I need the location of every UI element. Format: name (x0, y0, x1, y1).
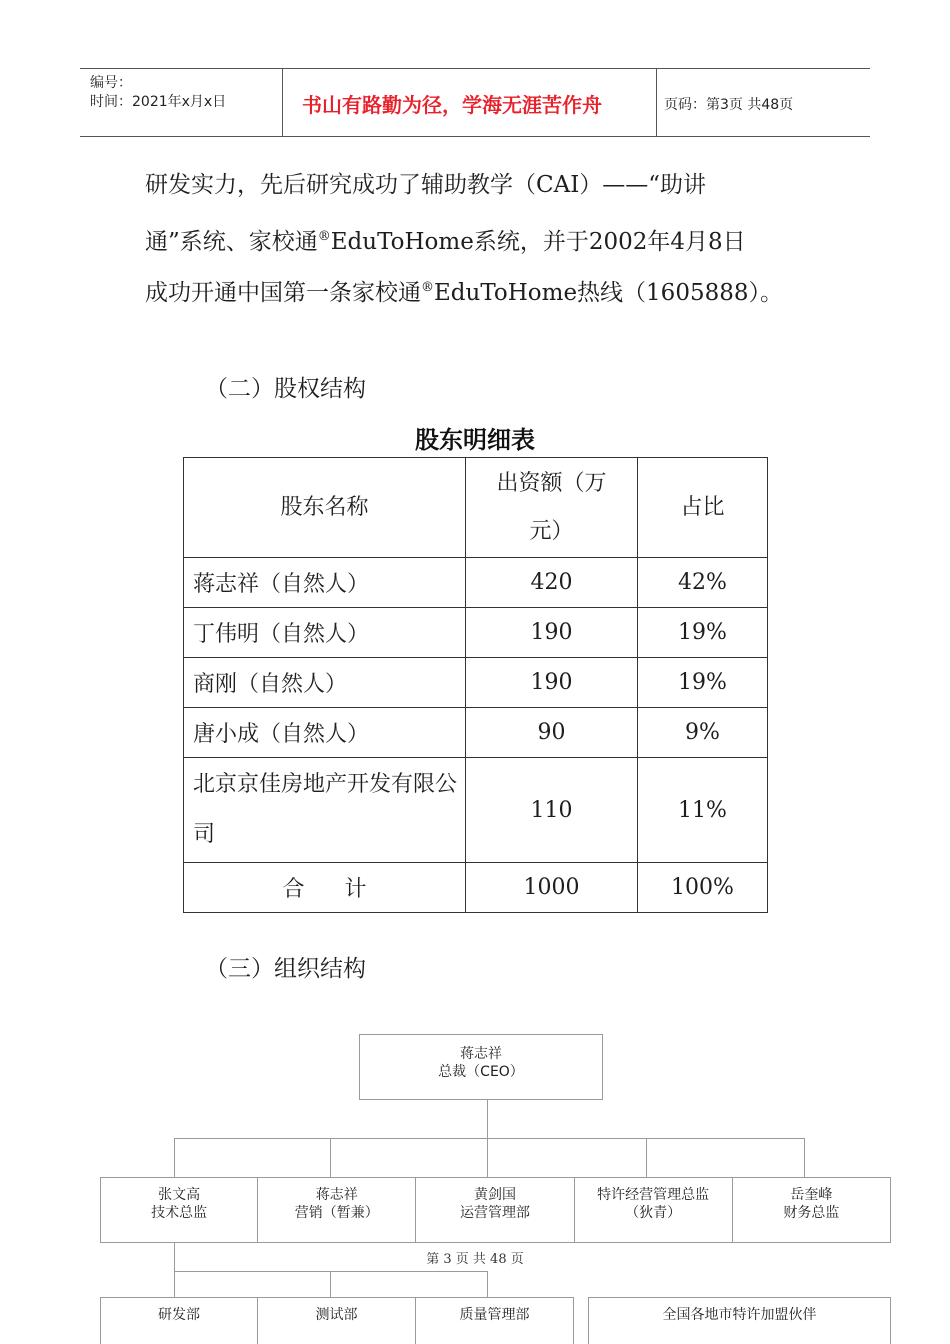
org-node-name: 黄剑国 (473, 1187, 516, 1203)
shareholder-table-title: 股东明细表 (415, 426, 535, 454)
cell-name: 丁伟明（自然人） (184, 608, 466, 658)
header-divider-right (656, 68, 657, 136)
org-ceo-box (359, 1034, 603, 1100)
org-connector (487, 1100, 488, 1138)
org-connector (174, 1243, 175, 1297)
table-row (184, 608, 768, 658)
cell-total-label: 合计 (184, 863, 466, 913)
org-node-title: 运营管理部 (459, 1205, 530, 1221)
table-row (184, 658, 768, 708)
org-connector (804, 1138, 805, 1177)
table-row (184, 758, 768, 863)
cell-capital: 420 (466, 558, 638, 608)
org-node-name: 蒋志祥 (315, 1187, 358, 1203)
org-level3-row (100, 1297, 574, 1344)
org-connector (174, 1138, 175, 1177)
header-ratio: 占比 (638, 458, 768, 558)
table-row (184, 708, 768, 758)
header-motto: 书山有路勤为径，学海无涯苦作舟 (302, 93, 602, 117)
header-capital: 出资额（万元） (466, 458, 638, 558)
org-node-title: 营销（暂兼） (294, 1205, 379, 1221)
org-connector (487, 1271, 488, 1297)
org-node (575, 1177, 733, 1243)
header-divider-left (282, 68, 283, 136)
cell-name: 北京京佳房地产开发有限公司 (184, 758, 466, 863)
org-ceo-title: 总裁（CEO） (438, 1064, 524, 1080)
header-time-label: 时间：2021年x月x日 (90, 94, 227, 110)
cell-total-ratio: 100% (638, 863, 768, 913)
cell-total-capital: 1000 (466, 863, 638, 913)
cell-ratio: 9% (638, 708, 768, 758)
intro-line-3: 成功开通中国第一条家校通®EduToHome热线（1605888）。 (145, 280, 783, 306)
org-node-name: 张文高 (158, 1187, 201, 1203)
header-top-rule (80, 68, 870, 69)
header-bottom-rule (80, 136, 870, 137)
cell-capital: 90 (466, 708, 638, 758)
cell-ratio: 11% (638, 758, 768, 863)
org-node-title: 财务总监 (783, 1205, 840, 1221)
org-node (733, 1177, 891, 1243)
cell-name: 商刚（自然人） (184, 658, 466, 708)
cell-name: 唐小成（自然人） (184, 708, 466, 758)
org-node (258, 1177, 416, 1243)
intro-line-1: 研发实力，先后研究成功了辅助教学（CAI）——“助讲 (145, 172, 707, 198)
org-node-title: （狄青） (625, 1205, 682, 1221)
org-ceo-name: 蒋志祥 (460, 1046, 502, 1062)
org-node-title: 技术总监 (151, 1205, 208, 1221)
cell-capital: 110 (466, 758, 638, 863)
cell-name: 蒋志祥（自然人） (184, 558, 466, 608)
table-total-row (184, 863, 768, 913)
org-dept: 研发部 (100, 1297, 258, 1344)
org-node-name: 岳奎峰 (790, 1187, 833, 1203)
org-dept: 测试部 (258, 1297, 416, 1344)
org-connector (646, 1138, 647, 1177)
cell-ratio: 19% (638, 658, 768, 708)
table-row (184, 558, 768, 608)
org-connector (330, 1271, 331, 1297)
registered-mark: ® (317, 229, 331, 244)
section-equity-title: （二）股权结构 (205, 376, 366, 402)
header-name: 股东名称 (184, 458, 466, 558)
cell-ratio: 19% (638, 608, 768, 658)
cell-capital: 190 (466, 658, 638, 708)
cell-ratio: 42% (638, 558, 768, 608)
org-node (100, 1177, 258, 1243)
org-node-name: 特许经营管理总监 (597, 1187, 710, 1203)
header-number-label: 编号： (90, 75, 132, 91)
section-org-title: （三）组织结构 (205, 956, 366, 982)
cell-capital: 190 (466, 608, 638, 658)
registered-mark: ® (421, 280, 434, 295)
org-partners-box: 全国各地市特许加盟伙伴 (588, 1297, 891, 1344)
table-header-row (184, 458, 768, 558)
org-connector (487, 1138, 488, 1177)
page-footer: 第 3 页 共 48 页 (426, 1252, 524, 1267)
org-node (416, 1177, 574, 1243)
shareholder-table (183, 457, 768, 913)
org-connector (174, 1271, 488, 1272)
org-connector (330, 1138, 331, 1177)
org-connector (174, 1138, 805, 1139)
org-dept: 质量管理部 (416, 1297, 574, 1344)
org-level2-row (100, 1177, 891, 1243)
header-page-info: 页码：第3页 共48页 (664, 97, 794, 113)
intro-line-2: 通”系统、家校通®EduToHome系统，并于2002年4月8日 (145, 229, 746, 255)
